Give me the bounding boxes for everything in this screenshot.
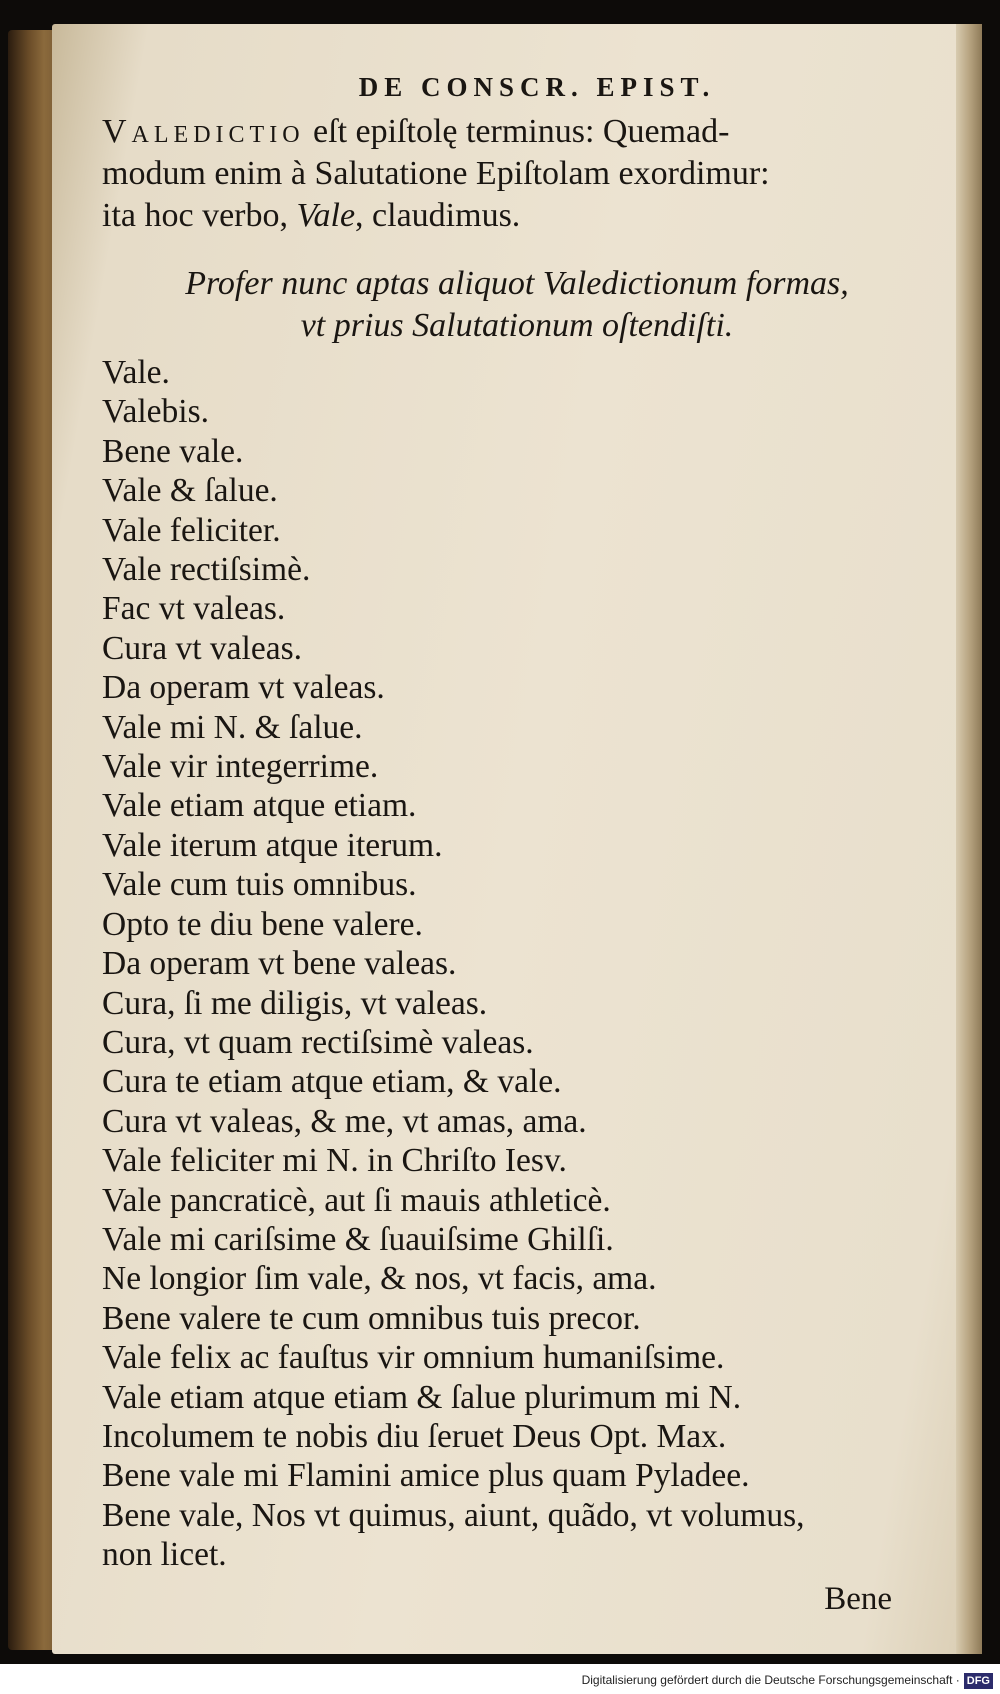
- digitization-footer: [0, 1672, 993, 1694]
- question-heading: [102, 263, 932, 347]
- question-line-2: vt prius Salutationum oſtendiſti.: [300, 307, 734, 344]
- form-line: non licet.: [102, 1536, 227, 1574]
- form-line: Fac vt valeas.: [102, 590, 286, 628]
- question-line-1: Profer nunc aptas aliquot Valedictionum formas,: [185, 265, 849, 302]
- form-line: Vale feliciter.: [102, 511, 281, 549]
- running-head: DE CONSCR. EPIST.: [358, 72, 716, 102]
- page-text-block: [102, 44, 932, 1575]
- form-line: Da operam vt bene valeas.: [102, 945, 457, 983]
- intro-lead-word: Valedictio: [102, 113, 305, 150]
- form-line: Vale pancraticè, aut ſi mauis athleticè.: [102, 1181, 611, 1219]
- form-line: Cura vt valeas.: [102, 629, 303, 667]
- intro-line-3-post: , claudimus.: [355, 197, 521, 234]
- form-line: Da operam vt valeas.: [102, 669, 385, 707]
- form-line: Vale mi cariſsime & ſuauiſsime Ghilſi.: [102, 1220, 614, 1258]
- form-line: Vale mi N. & ſalue.: [102, 708, 363, 746]
- intro-paragraph: [102, 111, 932, 237]
- form-line: Ne longior ſim vale, & nos, vt facis, ama.: [102, 1260, 657, 1298]
- form-line: Bene vale, Nos vt quimus, aiunt, quãdo, vt volumus,: [102, 1496, 805, 1534]
- form-line: Vale etiam atque etiam.: [102, 787, 417, 825]
- form-line: Vale iterum atque iterum.: [102, 826, 443, 864]
- form-line: Vale.: [102, 354, 170, 391]
- form-line: Incolumem te nobis diu ſeruet Deus Opt. Max.: [102, 1417, 727, 1455]
- form-line: Vale cum tuis omnibus.: [102, 866, 417, 904]
- form-line: Valebis.: [102, 393, 209, 431]
- form-line: Bene vale mi Flamini amice plus quam Pyladee.: [102, 1457, 750, 1495]
- form-line: Cura, ſi me diligis, vt valeas.: [102, 984, 488, 1022]
- form-line: Vale felix ac fauſtus vir omnium humaniſsime.: [102, 1339, 725, 1377]
- form-line: Bene vale.: [102, 432, 244, 470]
- intro-line-1: eſt epiſtolę terminus: Quemad-: [304, 113, 730, 150]
- form-line: Cura, vt quam rectiſsimè valeas.: [102, 1023, 534, 1061]
- valediction-forms-list: [102, 353, 932, 1575]
- form-line: Vale rectiſsimè.: [102, 551, 311, 589]
- form-line: Opto te diu bene valere.: [102, 905, 423, 943]
- form-line: Vale feliciter mi N. in Chriſto Iesv.: [102, 1142, 567, 1180]
- dfg-logo: DFG: [964, 1673, 993, 1689]
- form-line: Cura vt valeas, & me, vt amas, ama.: [102, 1102, 587, 1140]
- page-fore-edge: [956, 24, 982, 1654]
- intro-line-3-pre: ita hoc verbo,: [102, 197, 297, 234]
- intro-vale-word: Vale: [296, 197, 356, 234]
- form-line: Vale & ſalue.: [102, 472, 278, 510]
- form-line: Bene valere te cum omnibus tuis precor.: [102, 1299, 641, 1337]
- book-page: [52, 24, 982, 1654]
- intro-line-2: modum enim à Salutatione Epiſtolam exordimur:: [102, 155, 770, 192]
- form-line: Cura te etiam atque etiam, & vale.: [102, 1063, 562, 1101]
- form-line: Vale etiam atque etiam & ſalue plurimum mi N.: [102, 1378, 742, 1416]
- catchword: Bene: [824, 1581, 892, 1617]
- form-line: Vale vir integerrime.: [102, 748, 379, 786]
- footer-credit-text: Digitalisierung gefördert durch die Deutsche Forschungsgemeinschaft ·: [581, 1673, 960, 1687]
